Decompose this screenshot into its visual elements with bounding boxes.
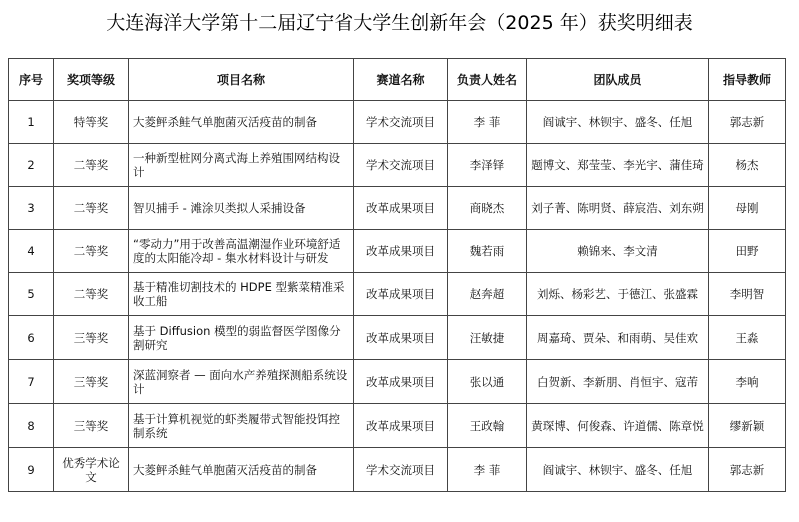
cell-track: 学术交流项目 (354, 448, 448, 492)
awards-table (8, 58, 786, 492)
cell-project-name (129, 187, 354, 230)
header-track-name: 赛道名称 (354, 59, 448, 101)
header-team-members: 团队成员 (527, 59, 709, 101)
cell-track: 改革成果项目 (354, 404, 448, 448)
cell-project-name (129, 316, 354, 360)
cell-advisor: 郭志新 (709, 101, 786, 144)
table-row (9, 187, 786, 230)
table-row (9, 101, 786, 144)
cell-index: 9 (9, 448, 54, 492)
cell-award-level: 三等奖 (54, 316, 129, 360)
cell-track: 改革成果项目 (354, 360, 448, 404)
cell-advisor: 田野 (709, 230, 786, 273)
cell-members: 阎诚宇、林钡宇、盛冬、任旭 (527, 101, 709, 144)
cell-leader: 李 菲 (448, 448, 527, 492)
cell-members: 题博文、郑莹莹、李光宇、蒲佳琦 (527, 144, 709, 187)
cell-index: 6 (9, 316, 54, 360)
header-project-name: 项目名称 (129, 59, 354, 101)
cell-index: 2 (9, 144, 54, 187)
cell-index: 3 (9, 187, 54, 230)
cell-leader: 李 菲 (448, 101, 527, 144)
table-row (9, 448, 786, 492)
cell-track: 改革成果项目 (354, 230, 448, 273)
cell-leader: 汪敏捷 (448, 316, 527, 360)
header-advisor: 指导教师 (709, 59, 786, 101)
header-leader-name: 负责人姓名 (448, 59, 527, 101)
cell-leader: 魏若雨 (448, 230, 527, 273)
cell-award-level: 二等奖 (54, 187, 129, 230)
cell-award-level: 特等奖 (54, 101, 129, 144)
table-row (9, 273, 786, 316)
cell-track: 改革成果项目 (354, 316, 448, 360)
project-name-text: “零动力”用于改善高温潮湿作业环境舒适度的太阳能冷却 - 集水材料设计与研发 (133, 237, 341, 265)
cell-award-level: 二等奖 (54, 230, 129, 273)
cell-members: 刘子菁、陈明贤、薛宸浩、刘东朔 (527, 187, 709, 230)
cell-project-name (129, 360, 354, 404)
project-name-text: 基于精准切割技术的 HDPE 型紫菜精准采收工船 (133, 280, 345, 308)
cell-project-name (129, 404, 354, 448)
cell-index: 1 (9, 101, 54, 144)
cell-leader: 王政翰 (448, 404, 527, 448)
table-row (9, 404, 786, 448)
table-row (9, 360, 786, 404)
cell-index: 8 (9, 404, 54, 448)
cell-members: 白贺新、李新朋、肖恒宇、寇芾 (527, 360, 709, 404)
cell-index: 4 (9, 230, 54, 273)
cell-project-name (129, 273, 354, 316)
cell-advisor: 李响 (709, 360, 786, 404)
cell-award-level: 二等奖 (54, 144, 129, 187)
project-name-text: 深蓝洞察者 — 面向水产养殖探测船系统设计 (133, 367, 348, 396)
cell-leader: 赵奔超 (448, 273, 527, 316)
project-name-text: 一种新型桩网分离式海上养殖围网结构设计 (133, 151, 340, 179)
project-name-text: 智贝捕手 - 滩涂贝类拟人采捕设备 (133, 201, 306, 215)
cell-members: 阎诚宇、林钡宇、盛冬、任旭 (527, 448, 709, 492)
document-title: 大连海洋大学第十二届辽宁省大学生创新年会（2025 年）获奖明细表 (106, 12, 693, 34)
table-row (9, 230, 786, 273)
cell-advisor: 母刚 (709, 187, 786, 230)
project-name-text: 基于 Diffusion 模型的弱监督医学图像分割研究 (133, 323, 341, 352)
cell-advisor: 王淼 (709, 316, 786, 360)
cell-index: 7 (9, 360, 54, 404)
cell-members: 黄琛博、何俊森、许道儒、陈章悦 (527, 404, 709, 448)
cell-track: 学术交流项目 (354, 101, 448, 144)
cell-advisor: 缪新颖 (709, 404, 786, 448)
cell-project-name (129, 448, 354, 492)
cell-advisor: 郭志新 (709, 448, 786, 492)
cell-project-name (129, 230, 354, 273)
cell-leader: 李泽铎 (448, 144, 527, 187)
project-name-text: 大菱鲆杀鲑气单胞菌灭活疫苗的制备 (133, 462, 317, 477)
table-row (9, 316, 786, 360)
cell-members: 周嘉琦、贾朵、和雨萌、吴佳欢 (527, 316, 709, 360)
project-name-text: 基于计算机视觉的虾类履带式智能投饵控制系统 (133, 411, 340, 440)
cell-track: 学术交流项目 (354, 144, 448, 187)
header-award-level: 奖项等级 (54, 59, 129, 101)
cell-award-level: 优秀学术论文 (54, 448, 129, 492)
cell-award-level: 三等奖 (54, 360, 129, 404)
cell-award-level: 三等奖 (54, 404, 129, 448)
project-name-text: 大菱鲆杀鲑气单胞菌灭活疫苗的制备 (133, 115, 317, 129)
cell-advisor: 李明智 (709, 273, 786, 316)
cell-track: 改革成果项目 (354, 187, 448, 230)
table-header-row (9, 59, 786, 101)
cell-leader: 商晓杰 (448, 187, 527, 230)
cell-members: 刘烁、杨彩艺、于德江、张盛霖 (527, 273, 709, 316)
cell-award-level: 二等奖 (54, 273, 129, 316)
cell-advisor: 杨杰 (709, 144, 786, 187)
cell-leader: 张以通 (448, 360, 527, 404)
cell-members: 赖锦来、李文清 (527, 230, 709, 273)
cell-project-name (129, 101, 354, 144)
cell-index: 5 (9, 273, 54, 316)
header-index: 序号 (9, 59, 54, 101)
table-row (9, 144, 786, 187)
cell-project-name (129, 144, 354, 187)
cell-track: 改革成果项目 (354, 273, 448, 316)
